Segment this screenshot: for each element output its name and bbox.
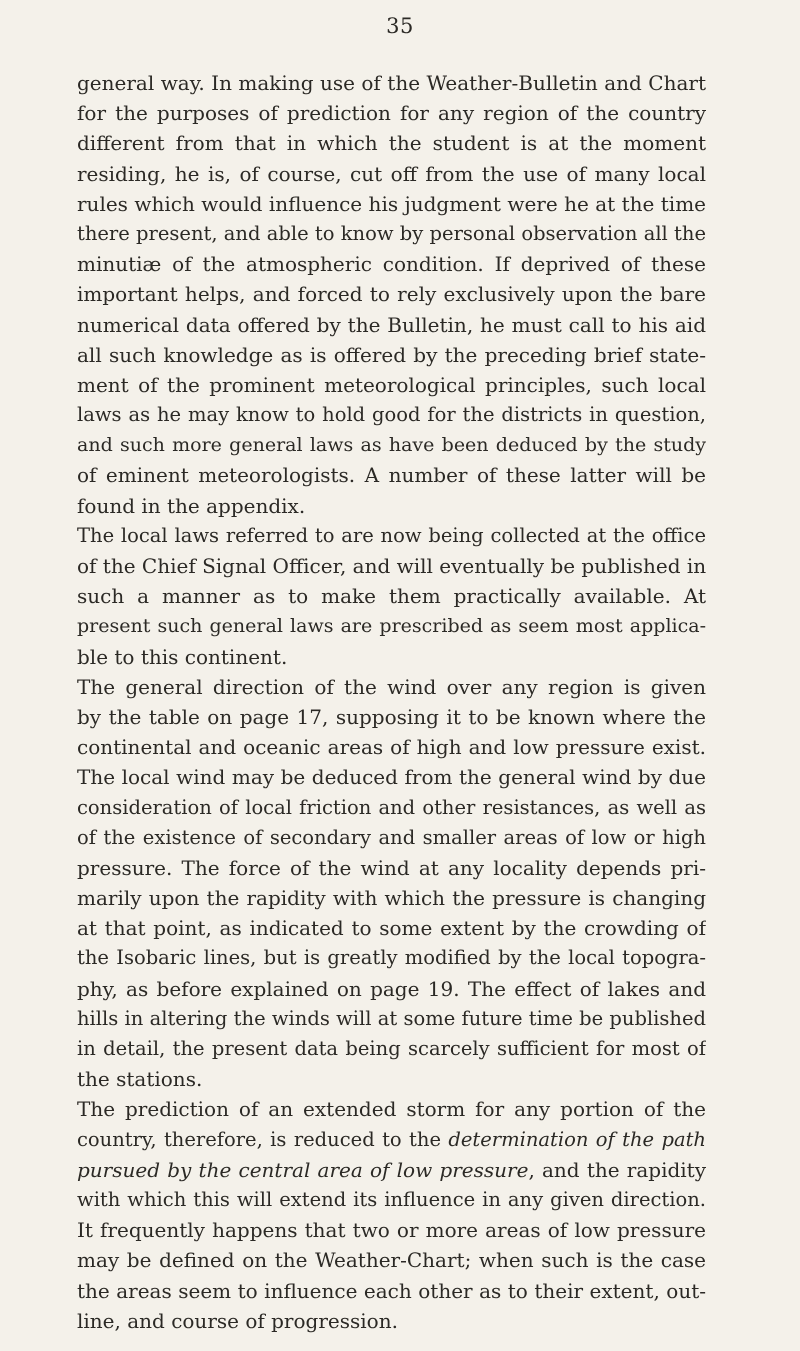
text-line — [77, 611, 706, 641]
text-line — [77, 1306, 706, 1336]
text-line-content: continental and oceanic areas of high and low pressure exist. — [77, 735, 706, 760]
text-line-content: the areas seem to influence each other as to their extent, out- — [77, 1278, 706, 1303]
text-line — [77, 310, 706, 340]
italic-phrase: determination of the path — [448, 1127, 706, 1151]
text-line — [77, 1064, 706, 1094]
text-line — [77, 1004, 706, 1034]
text-line-content: there present, and able to know by personal observation all the — [77, 221, 706, 245]
text-line-content: of eminent meteorologists. A number of these latter will be — [77, 463, 706, 488]
text-line-content: present such general laws are prescribed as seem most applica- — [77, 615, 706, 638]
text-line — [77, 974, 706, 1004]
text-line — [77, 1125, 706, 1155]
text-line-content: pressure. The force of the wind at any locality depends pri- — [77, 855, 706, 880]
text-line-content: minutiæ of the atmospheric condition. If deprived of these — [77, 252, 706, 277]
text-line-content: important helps, and forced to rely exclusively upon the bare — [77, 282, 706, 307]
text-line-content: phy, as before explained on page 19. The effect of lakes and — [77, 976, 706, 1001]
text-line — [77, 793, 706, 823]
text-line — [77, 702, 706, 732]
text-line — [77, 1185, 706, 1215]
text-line — [77, 159, 706, 189]
text-line — [77, 1276, 706, 1306]
text-line — [77, 460, 706, 490]
text-line-content: The local wind may be deduced from the general wind by due — [77, 765, 706, 790]
text-line-content: and such more general laws as have been deduced by the study — [77, 434, 706, 457]
text-line-tail: , and the rapidity — [528, 1157, 706, 1182]
text-line-content: The prediction of an extended storm for any portion of the — [77, 1097, 706, 1122]
text-line — [77, 340, 706, 370]
text-line-content: The general direction of the wind over any region is given — [77, 674, 706, 699]
text-line — [77, 491, 706, 521]
text-line-content: may be defined on the Weather-Chart; when such is the case — [77, 1248, 706, 1273]
text-line-content: consideration of local friction and other resistances, as well as — [77, 795, 706, 819]
text-line — [77, 68, 706, 98]
text-line-content: It frequently happens that two or more areas of low pressure — [77, 1218, 706, 1243]
text-line-content: marily upon the rapidity with which the pressure is changing — [77, 886, 706, 911]
italic-phrase: pursued by the central area of low pressure — [77, 1157, 529, 1182]
text-line — [77, 943, 706, 973]
text-line-content: hills in altering the winds will at some future time be published — [77, 1006, 706, 1030]
text-line-content: the stations. — [77, 1067, 203, 1092]
page-number: 35 — [386, 14, 414, 38]
text-line — [77, 732, 706, 762]
text-line-content: residing, he is, of course, cut off from the use of many local — [77, 161, 706, 186]
text-line-content: with which this will extend its influence in any given direction. — [77, 1187, 706, 1211]
text-line — [77, 249, 706, 279]
text-line — [77, 1034, 706, 1064]
text-line-content: by the table on page 17, supposing it to be known where the — [77, 704, 706, 729]
text-line — [77, 1155, 706, 1185]
text-line — [77, 279, 706, 309]
text-line — [77, 883, 706, 913]
text-line — [77, 581, 706, 611]
text-line-content: ment of the prominent meteorological principles, such local — [77, 372, 706, 397]
text-line-content: rules which would influence his judgment were he at the time — [77, 191, 706, 216]
text-line — [77, 913, 706, 943]
text-line-content: such a manner as to make them practically available. At — [77, 584, 706, 609]
text-line — [77, 1215, 706, 1245]
text-line — [77, 400, 706, 430]
text-line-content: line, and course of progression. — [77, 1308, 398, 1333]
text-line-content: numerical data offered by the Bulletin, he must call to his aid — [77, 312, 706, 337]
text-line — [77, 98, 706, 128]
text-line — [77, 370, 706, 400]
text-line — [77, 219, 706, 249]
text-line-content: for the purposes of prediction for any region of the country — [77, 101, 706, 126]
text-line-content: country, therefore, is reduced to the — [77, 1127, 449, 1151]
text-line — [77, 853, 706, 883]
text-line — [77, 430, 706, 460]
text-line-content: The local laws referred to are now being collected at the office — [77, 523, 706, 547]
text-line — [77, 521, 706, 551]
text-line-content: in detail, the present data being scarcely sufficient for most of — [77, 1037, 706, 1060]
text-line — [77, 128, 706, 158]
text-line-content: of the Chief Signal Officer, and will eventually be published in — [77, 554, 706, 578]
text-line-content: all such knowledge as is offered by the preceding brief state- — [77, 342, 706, 367]
body-text — [77, 68, 706, 1336]
text-line-content: laws as he may know to hold good for the districts in question, — [77, 403, 706, 427]
text-line-content: of the existence of secondary and smaller areas of low or high — [77, 825, 706, 849]
text-line — [77, 189, 706, 219]
text-line — [77, 642, 706, 672]
text-line-content: found in the appendix. — [77, 493, 306, 518]
text-line — [77, 1094, 706, 1124]
text-line-content: general way. In making use of the Weather-Bulletin and Chart — [77, 71, 706, 95]
text-line — [77, 672, 706, 702]
text-line-content: ble to this continent. — [77, 644, 288, 669]
text-line — [77, 1245, 706, 1275]
text-line-content: different from that in which the student is at the moment — [77, 131, 706, 156]
text-line — [77, 823, 706, 853]
text-line-content: the Isobaric lines, but is greatly modified by the local topogra- — [77, 946, 706, 970]
text-line — [77, 551, 706, 581]
text-line-content: at that point, as indicated to some extent by the crowding of — [77, 916, 706, 941]
text-line — [77, 762, 706, 792]
